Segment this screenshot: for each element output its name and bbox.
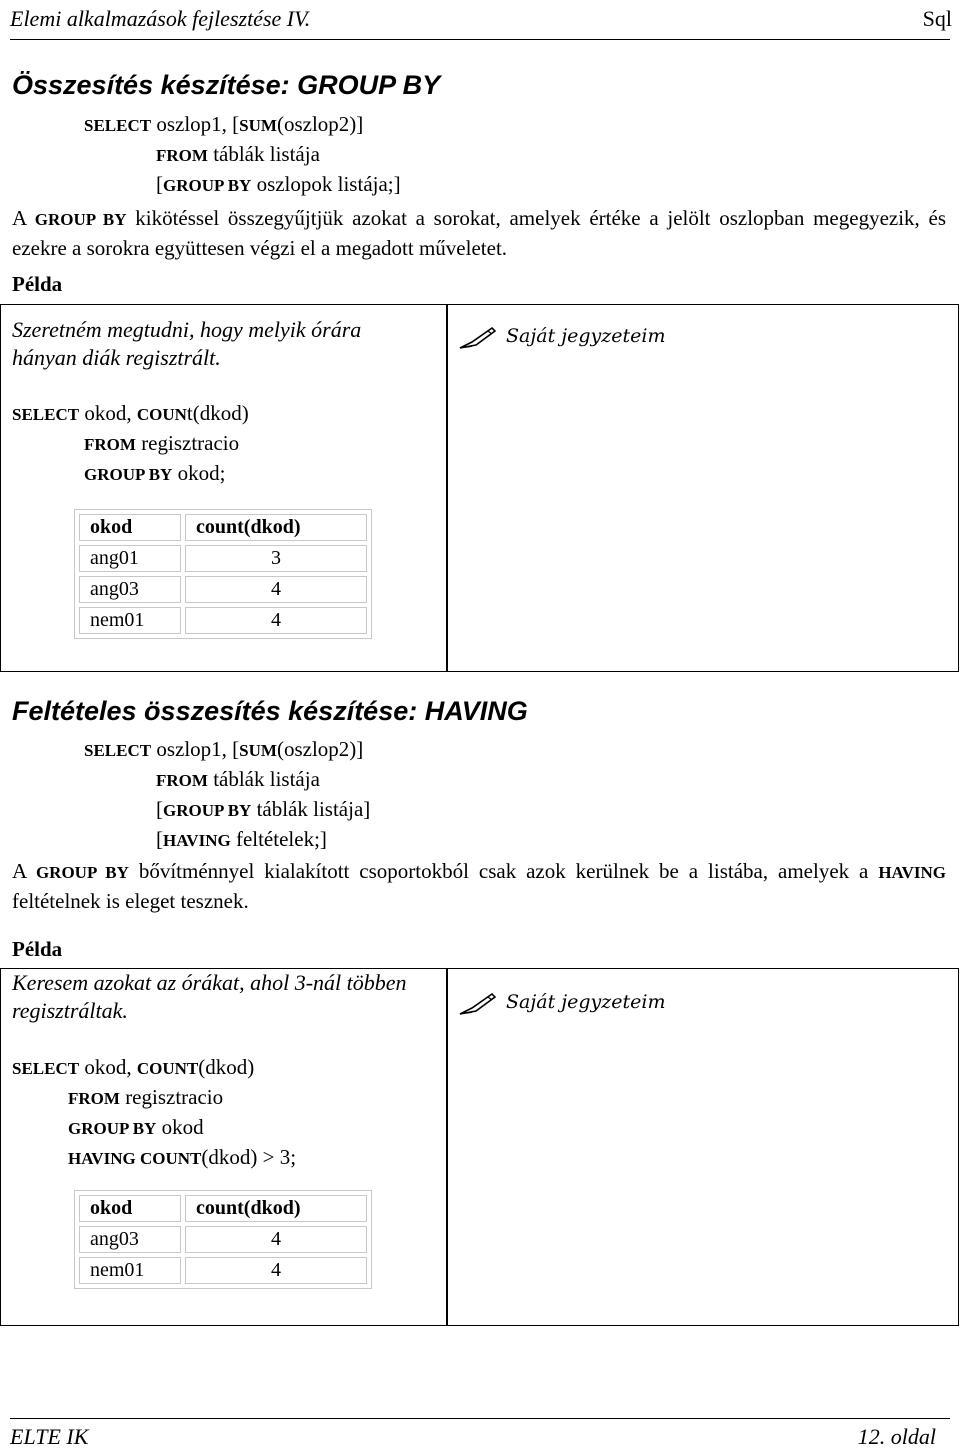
table-row	[79, 607, 367, 634]
result-table-2	[74, 1190, 372, 1289]
query-line-1: SELECT okod, COUNt(dkod)	[12, 401, 249, 425]
syntax-line-2: FROM táblák listája	[156, 142, 320, 166]
syntax-block-group-by	[84, 110, 401, 200]
writing-hand-icon	[458, 990, 498, 1016]
example-question: Szeretném megtudni, hogy melyik órára hányan diák regisztrált.	[12, 317, 362, 370]
group-by-description: A GROUP BY kikötéssel összegyűjtjük azokat a sorokat, amelyek értéke a jelölt oszlopban megegyezik, és ezekre a sorokra együttesen végzi el a megadott műveletet.	[12, 206, 946, 260]
table-row	[79, 576, 367, 603]
column-header: okod	[79, 1195, 181, 1222]
example-label: Példa	[12, 272, 63, 296]
column-header: okod	[79, 514, 181, 541]
header-topic: Sql	[922, 6, 952, 31]
section-title-having: Feltételes összesítés készítése: HAVING	[12, 696, 528, 726]
result-table-2-wrapper	[74, 1190, 372, 1289]
query-line-2: FROM regisztracio	[84, 431, 240, 455]
syntax-line-3: [GROUP BY oszlopok listája;]	[156, 172, 401, 196]
result-table-1-wrapper	[74, 509, 372, 639]
table-header-row	[79, 1195, 367, 1222]
table-row	[79, 1226, 367, 1253]
notes-label: Saját jegyzeteim	[506, 991, 666, 1013]
footer-institution: ELTE IK	[10, 1424, 89, 1449]
query-block-group-by	[12, 399, 249, 489]
table-row	[79, 1257, 367, 1284]
notes-box-right	[446, 304, 959, 672]
syntax-line-1: SELECT oszlop1, [SUM(oszlop2)]	[84, 112, 364, 136]
query-line-3: GROUP BY okod;	[84, 461, 226, 485]
writing-hand-icon	[458, 324, 498, 350]
query-line-3: GROUP BY okod	[68, 1115, 204, 1139]
table-cell: 4	[185, 1226, 367, 1253]
table-cell: 4	[185, 1257, 367, 1284]
syntax-block-having	[84, 735, 370, 855]
notes-label: Saját jegyzeteim	[506, 325, 666, 347]
notes-box-right	[446, 968, 959, 1326]
table-cell: nem01	[79, 607, 181, 634]
having-description: A GROUP BY bővítménnyel kialakított csoportokból csak azok kerülnek be a listába, amelyek a HAVING feltételnek is eleget tesznek.	[12, 859, 947, 913]
column-header: count(dkod)	[185, 514, 367, 541]
header-course-title: Elemi alkalmazások fejlesztése IV.	[10, 6, 311, 31]
syntax-line-1: SELECT oszlop1, [SUM(oszlop2)]	[84, 737, 364, 761]
table-cell: ang03	[79, 576, 181, 603]
table-cell: 4	[185, 576, 367, 603]
query-line-2: FROM regisztracio	[68, 1085, 224, 1109]
syntax-line-4: [HAVING feltételek;]	[156, 827, 327, 851]
column-header: count(dkod)	[185, 1195, 367, 1222]
table-row	[79, 545, 367, 572]
table-cell: 3	[185, 545, 367, 572]
example-label: Példa	[12, 937, 63, 961]
syntax-line-2: FROM táblák listája	[156, 767, 320, 791]
section-title-group-by: Összesítés készítése: GROUP BY	[12, 70, 441, 100]
syntax-line-3: [GROUP BY táblák listája]	[156, 797, 371, 821]
notes-area[interactable]	[458, 324, 666, 350]
query-line-4: HAVING COUNT(dkod) > 3;	[68, 1145, 297, 1169]
example-question: Keresem azokat az órákat, ahol 3-nál többen regisztráltak.	[12, 970, 407, 1023]
table-cell: 4	[185, 607, 367, 634]
footer-divider	[10, 1418, 950, 1419]
query-block-having	[12, 1053, 296, 1173]
table-header-row	[79, 514, 367, 541]
table-cell: ang01	[79, 545, 181, 572]
notes-area[interactable]	[458, 990, 666, 1016]
query-line-1: SELECT okod, COUNT(dkod)	[12, 1055, 255, 1079]
footer-page-number: 12. oldal	[857, 1424, 936, 1449]
header-divider	[10, 39, 950, 40]
table-cell: nem01	[79, 1257, 181, 1284]
table-cell: ang03	[79, 1226, 181, 1253]
result-table-1	[74, 509, 372, 639]
